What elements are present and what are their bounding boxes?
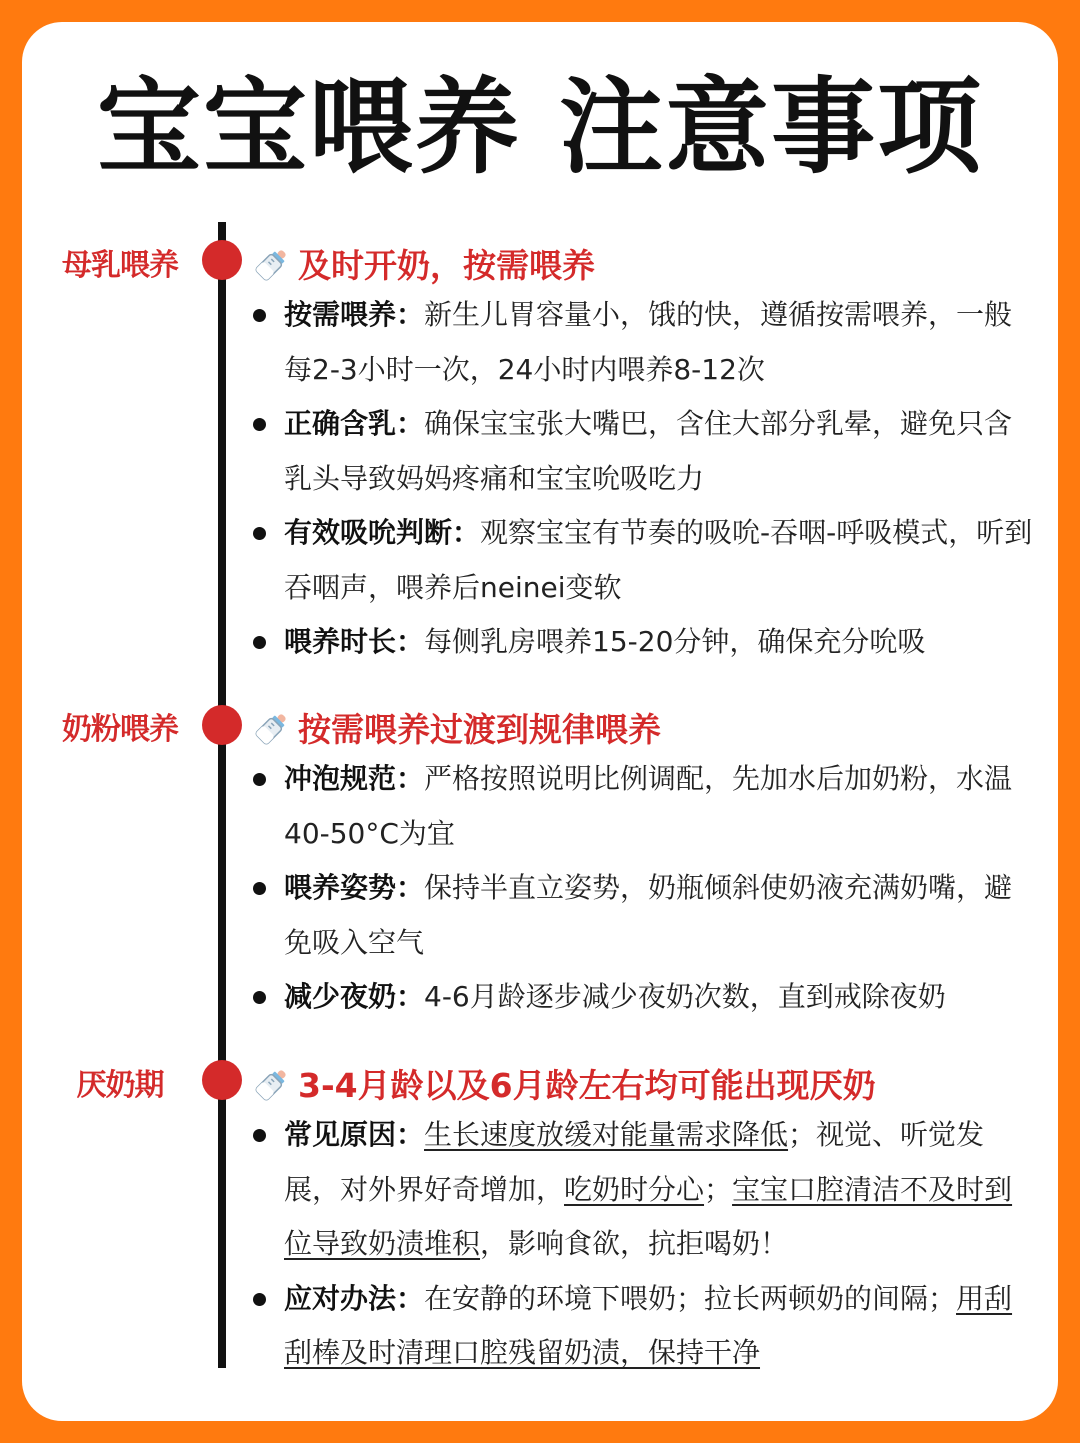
list-item [250,861,1040,970]
list-item [250,1272,1040,1381]
underlined-text: 吃奶时分心 [564,1172,705,1206]
item-text: ；视觉、听觉发展，对外界好奇增加， [284,1118,985,1206]
item-text: 确保宝宝张大嘴巴，含住大部分乳晕，避免只含乳头导致妈妈疼痛和宝宝吮吸吃力 [284,407,1013,495]
list-item [250,752,1040,861]
item-label: 减少夜奶： [284,980,425,1013]
underlined-text: 宝宝口腔清洁不及时到位导致奶渍堆积 [284,1172,1013,1260]
section-heading-text: 按需喂养过渡到规律喂养 [298,710,661,749]
baby-bottle-icon [254,246,290,282]
list-item [250,397,1040,506]
item-label: 喂养姿势： [284,871,425,904]
section-label-breastfeeding: 母乳喂养 [62,248,178,283]
item-label: 应对办法： [284,1281,425,1315]
item-text: 观察宝宝有节奏的吸吮-吞咽-呼吸模式，听到吞咽声，喂养后neinei变软 [284,516,1033,604]
item-text: ，影响食欲，抗拒喝奶！ [480,1227,789,1260]
item-text: 严格按照说明比例调配，先加水后加奶粉，水温40-50°C为宜 [284,762,1013,850]
section-items [250,752,1040,1025]
item-label: 有效吸吮判断： [284,516,481,549]
section-heading-text: 及时开奶，按需喂养 [298,246,595,285]
section-heading [254,1060,876,1107]
item-text: 保持半直立姿势，奶瓶倾斜使奶液充满奶嘴，避免吸入空气 [284,871,1013,959]
underlined-text: 生长速度放缓对能量需求降低 [424,1118,789,1151]
item-text: 每侧乳房喂养15-20分钟，确保充分吮吸 [424,625,926,658]
item-label: 按需喂养： [284,298,425,331]
section-heading [254,240,595,287]
timeline-line [218,222,226,1368]
list-item [250,615,1040,670]
item-label: 常见原因： [284,1118,425,1151]
section-heading [254,704,661,751]
underlined-text: 用刮刮棒及时清理口腔残留奶渍，保持干净 [284,1281,1013,1369]
baby-bottle-icon [254,710,290,746]
section-label-formula: 奶粉喂养 [62,712,178,747]
item-label: 喂养时长： [284,625,425,658]
section-heading-text: 3-4月龄以及6月龄左右均可能出现厌奶 [298,1066,876,1105]
item-label: 正确含乳： [284,407,425,440]
section-items [250,1108,1040,1381]
list-item [250,506,1040,615]
item-text: 新生儿胃容量小，饿的快，遵循按需喂养，一般每2-3小时一次，24小时内喂养8-12次 [284,298,1013,386]
item-text: ； [704,1172,733,1206]
item-text: 4-6月龄逐步减少夜奶次数，直到戒除夜奶 [424,980,946,1013]
list-item [250,970,1040,1025]
list-item [250,1108,1040,1272]
item-text: 在安静的环境下喂奶；拉长两顿奶的间隔； [424,1281,957,1315]
item-label: 冲泡规范： [284,762,425,795]
page-title: 宝宝喂养 注意事项 [96,66,984,188]
section-label-aversion: 厌奶期 [76,1068,164,1103]
baby-bottle-icon [254,1066,290,1102]
section-items [250,288,1040,670]
list-item [250,288,1040,397]
